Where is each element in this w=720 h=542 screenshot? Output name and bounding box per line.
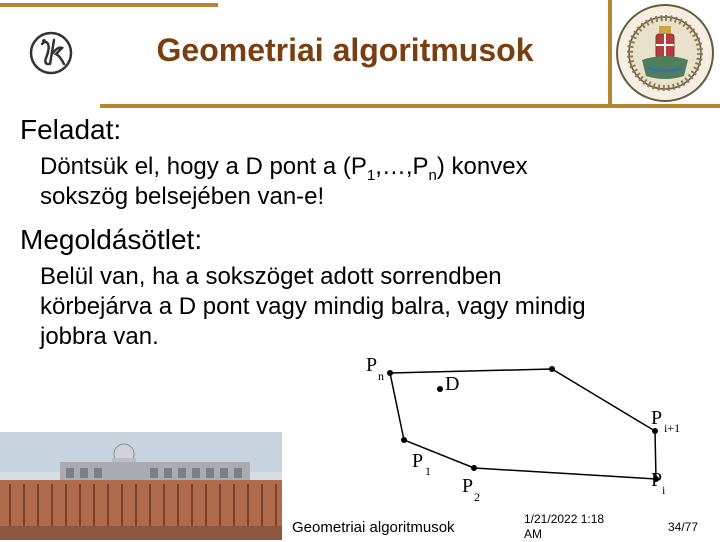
task-subscript-1: 1 (366, 167, 376, 184)
page-number: 34/77 (668, 520, 699, 534)
university-building-photo (0, 432, 282, 540)
task-heading: Feladat: (20, 114, 122, 145)
task-subscript-n: n (428, 167, 437, 184)
task-text-part: ,…,P (375, 153, 429, 180)
polygon-outline (390, 369, 656, 479)
footer-date-line-2: AM (524, 527, 542, 541)
ik-logo-icon (28, 30, 74, 76)
vertex-p2 (471, 465, 477, 471)
label-pi: P (651, 469, 663, 491)
label-pn: P (366, 354, 378, 376)
label-pi-sub: i (662, 483, 666, 497)
label-p2-sub: 2 (474, 490, 480, 504)
label-pi1: P (651, 407, 663, 429)
idea-line-3: jobbra van. (40, 323, 159, 350)
idea-line-1: Belül van, ha a sokszöget adott sorrendben (40, 263, 502, 290)
task-line-1 (40, 152, 528, 182)
university-seal-icon (612, 0, 718, 106)
top-rule (0, 3, 218, 7)
vertex-p1 (401, 437, 407, 443)
label-p2: P (462, 475, 474, 497)
title-rule (100, 104, 608, 108)
footer-title: Geometriai algoritmusok (292, 519, 455, 536)
label-p1-sub: 1 (425, 464, 431, 478)
task-line-2: sokszög belsejében van-e! (40, 183, 325, 210)
idea-heading: Megoldásötlet: (20, 224, 203, 255)
idea-line-2: körbejárva a D pont vagy mindig balra, vagy mindig (40, 293, 586, 320)
label-p1: P (412, 450, 424, 472)
task-text-part: ) konvex (436, 153, 528, 180)
idea-text (40, 262, 586, 352)
label-pi1-sub: i+1 (664, 421, 681, 435)
task-text (40, 152, 528, 212)
footer-date-line-1: 1/21/2022 1:18 (524, 512, 605, 526)
vertex-top (549, 366, 555, 372)
task-text-part: Döntsük el, hogy a D pont a (P (40, 153, 367, 180)
vertex-pn (387, 370, 393, 376)
label-d: D (445, 373, 460, 395)
footer-date (524, 512, 604, 542)
label-pn-sub: n (378, 369, 384, 383)
point-d (437, 386, 443, 392)
slide-title: Geometriai algoritmusok (156, 32, 534, 68)
